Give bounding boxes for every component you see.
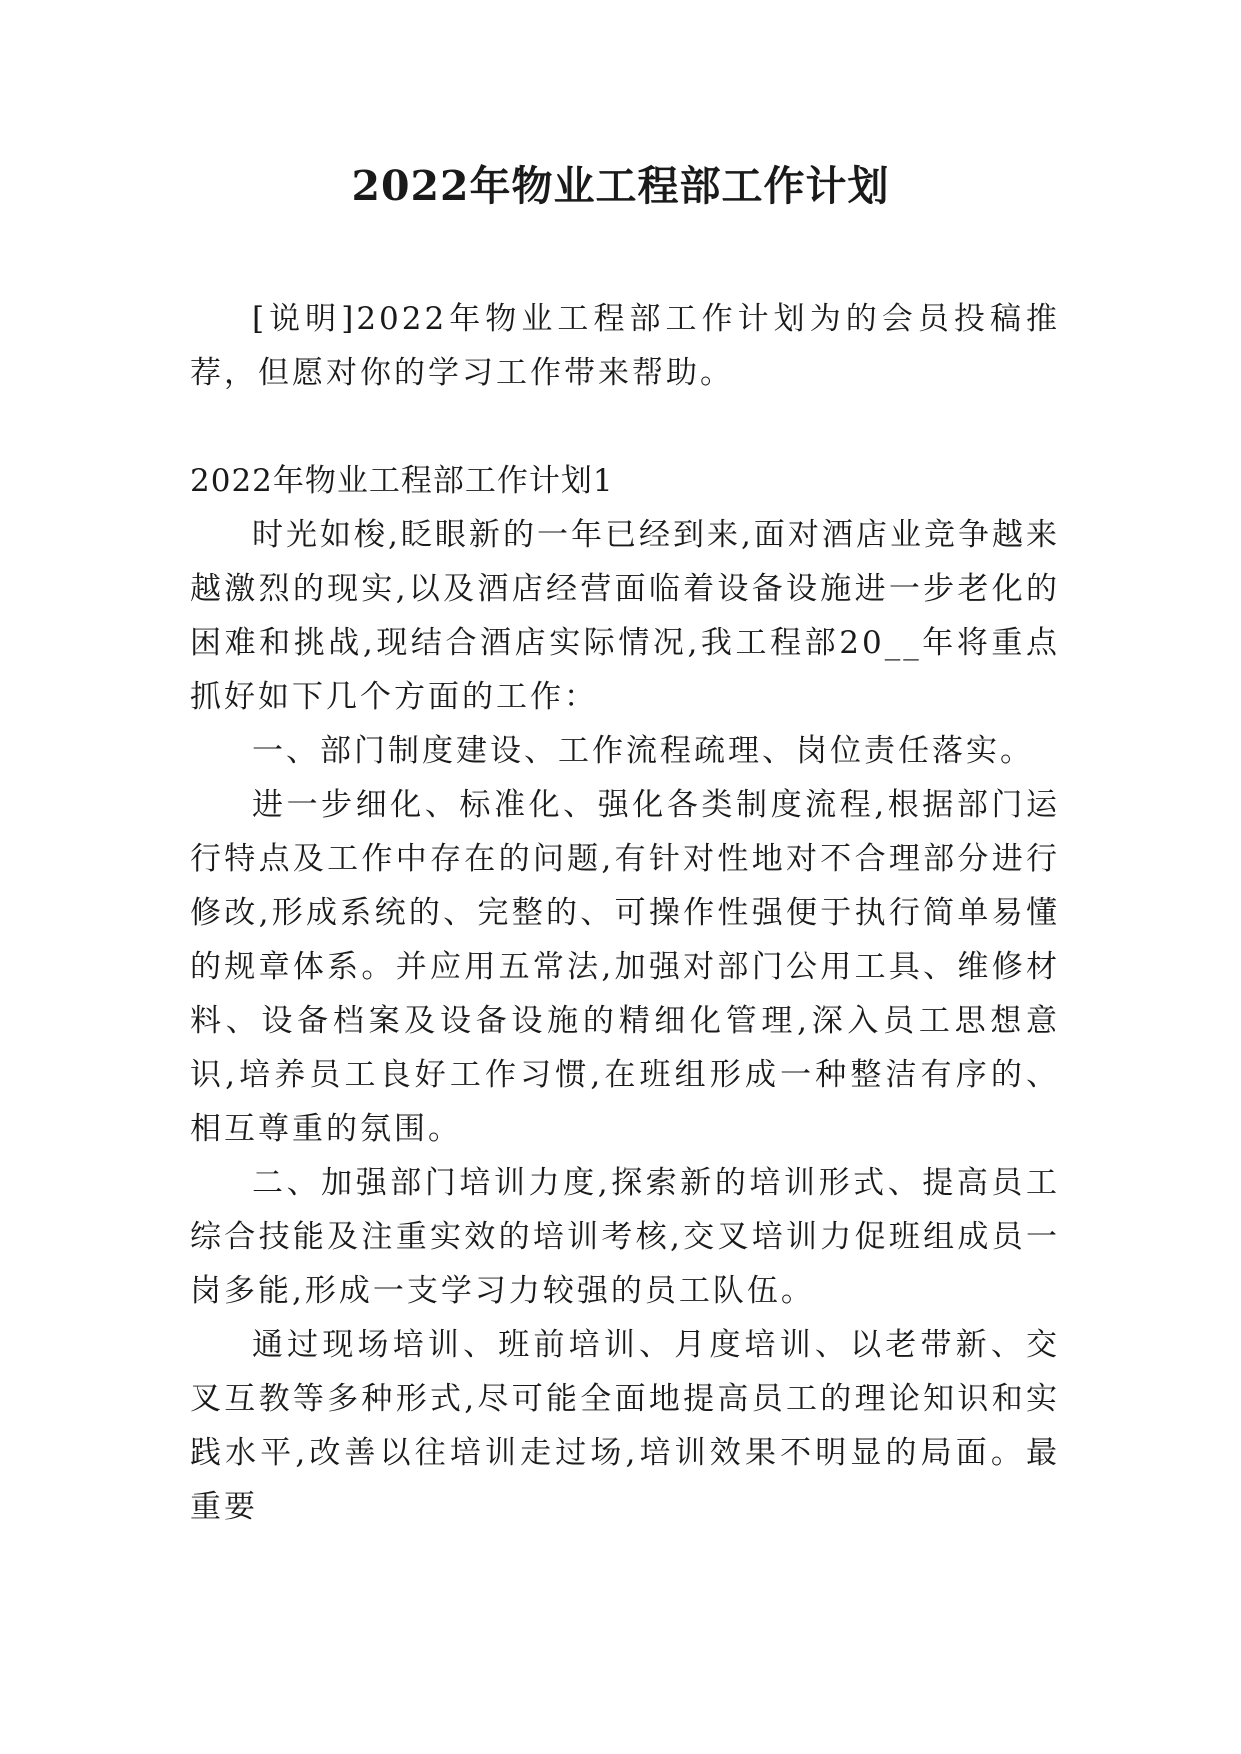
paragraph: 进一步细化、标准化、强化各类制度流程,根据部门运行特点及工作中存在的问题,有针对性地对不合理部分进行修改,形成系统的、完整的、可操作性强便于执行简单易懂的规章体系。并应用五常法,加强对部门公用工具、维修材料、设备档案及设备设施的精细化管理,深入员工思想意识,培养员工良好工作习惯,在班组形成一种整洁有序的、相互尊重的氛围。 <box>190 787 1060 1147</box>
intro-note: [说明]2022年物业工程部工作计划为的会员投稿推荐，但愿对你的学习工作带来帮助。 <box>190 301 1060 391</box>
paragraph: 时光如梭,眨眼新的一年已经到来,面对酒店业竞争越来越激烈的现实,以及酒店经营面临着设备设施进一步老化的困难和挑战,现结合酒店实际情况,我工程部20__年将重点抓好如下几个方面的工作： <box>190 517 1060 715</box>
paragraph: 二、加强部门培训力度,探索新的培训形式、提高员工综合技能及注重实效的培训考核,交叉培训力促班组成员一岗多能,形成一支学习力较强的员工队伍。 <box>190 1165 1060 1309</box>
section-heading: 2022年物业工程部工作计划1 <box>190 463 614 499</box>
document-title: 2022年物业工程部工作计划 <box>351 162 890 210</box>
paragraph: 一、部门制度建设、工作流程疏理、岗位责任落实。 <box>252 733 1034 769</box>
paragraph: 通过现场培训、班前培训、月度培训、以老带新、交叉互教等多种形式,尽可能全面地提高员工的理论知识和实践水平,改善以往培训走过场,培训效果不明显的局面。最重要 <box>190 1327 1060 1525</box>
document-body <box>190 292 1060 1534</box>
